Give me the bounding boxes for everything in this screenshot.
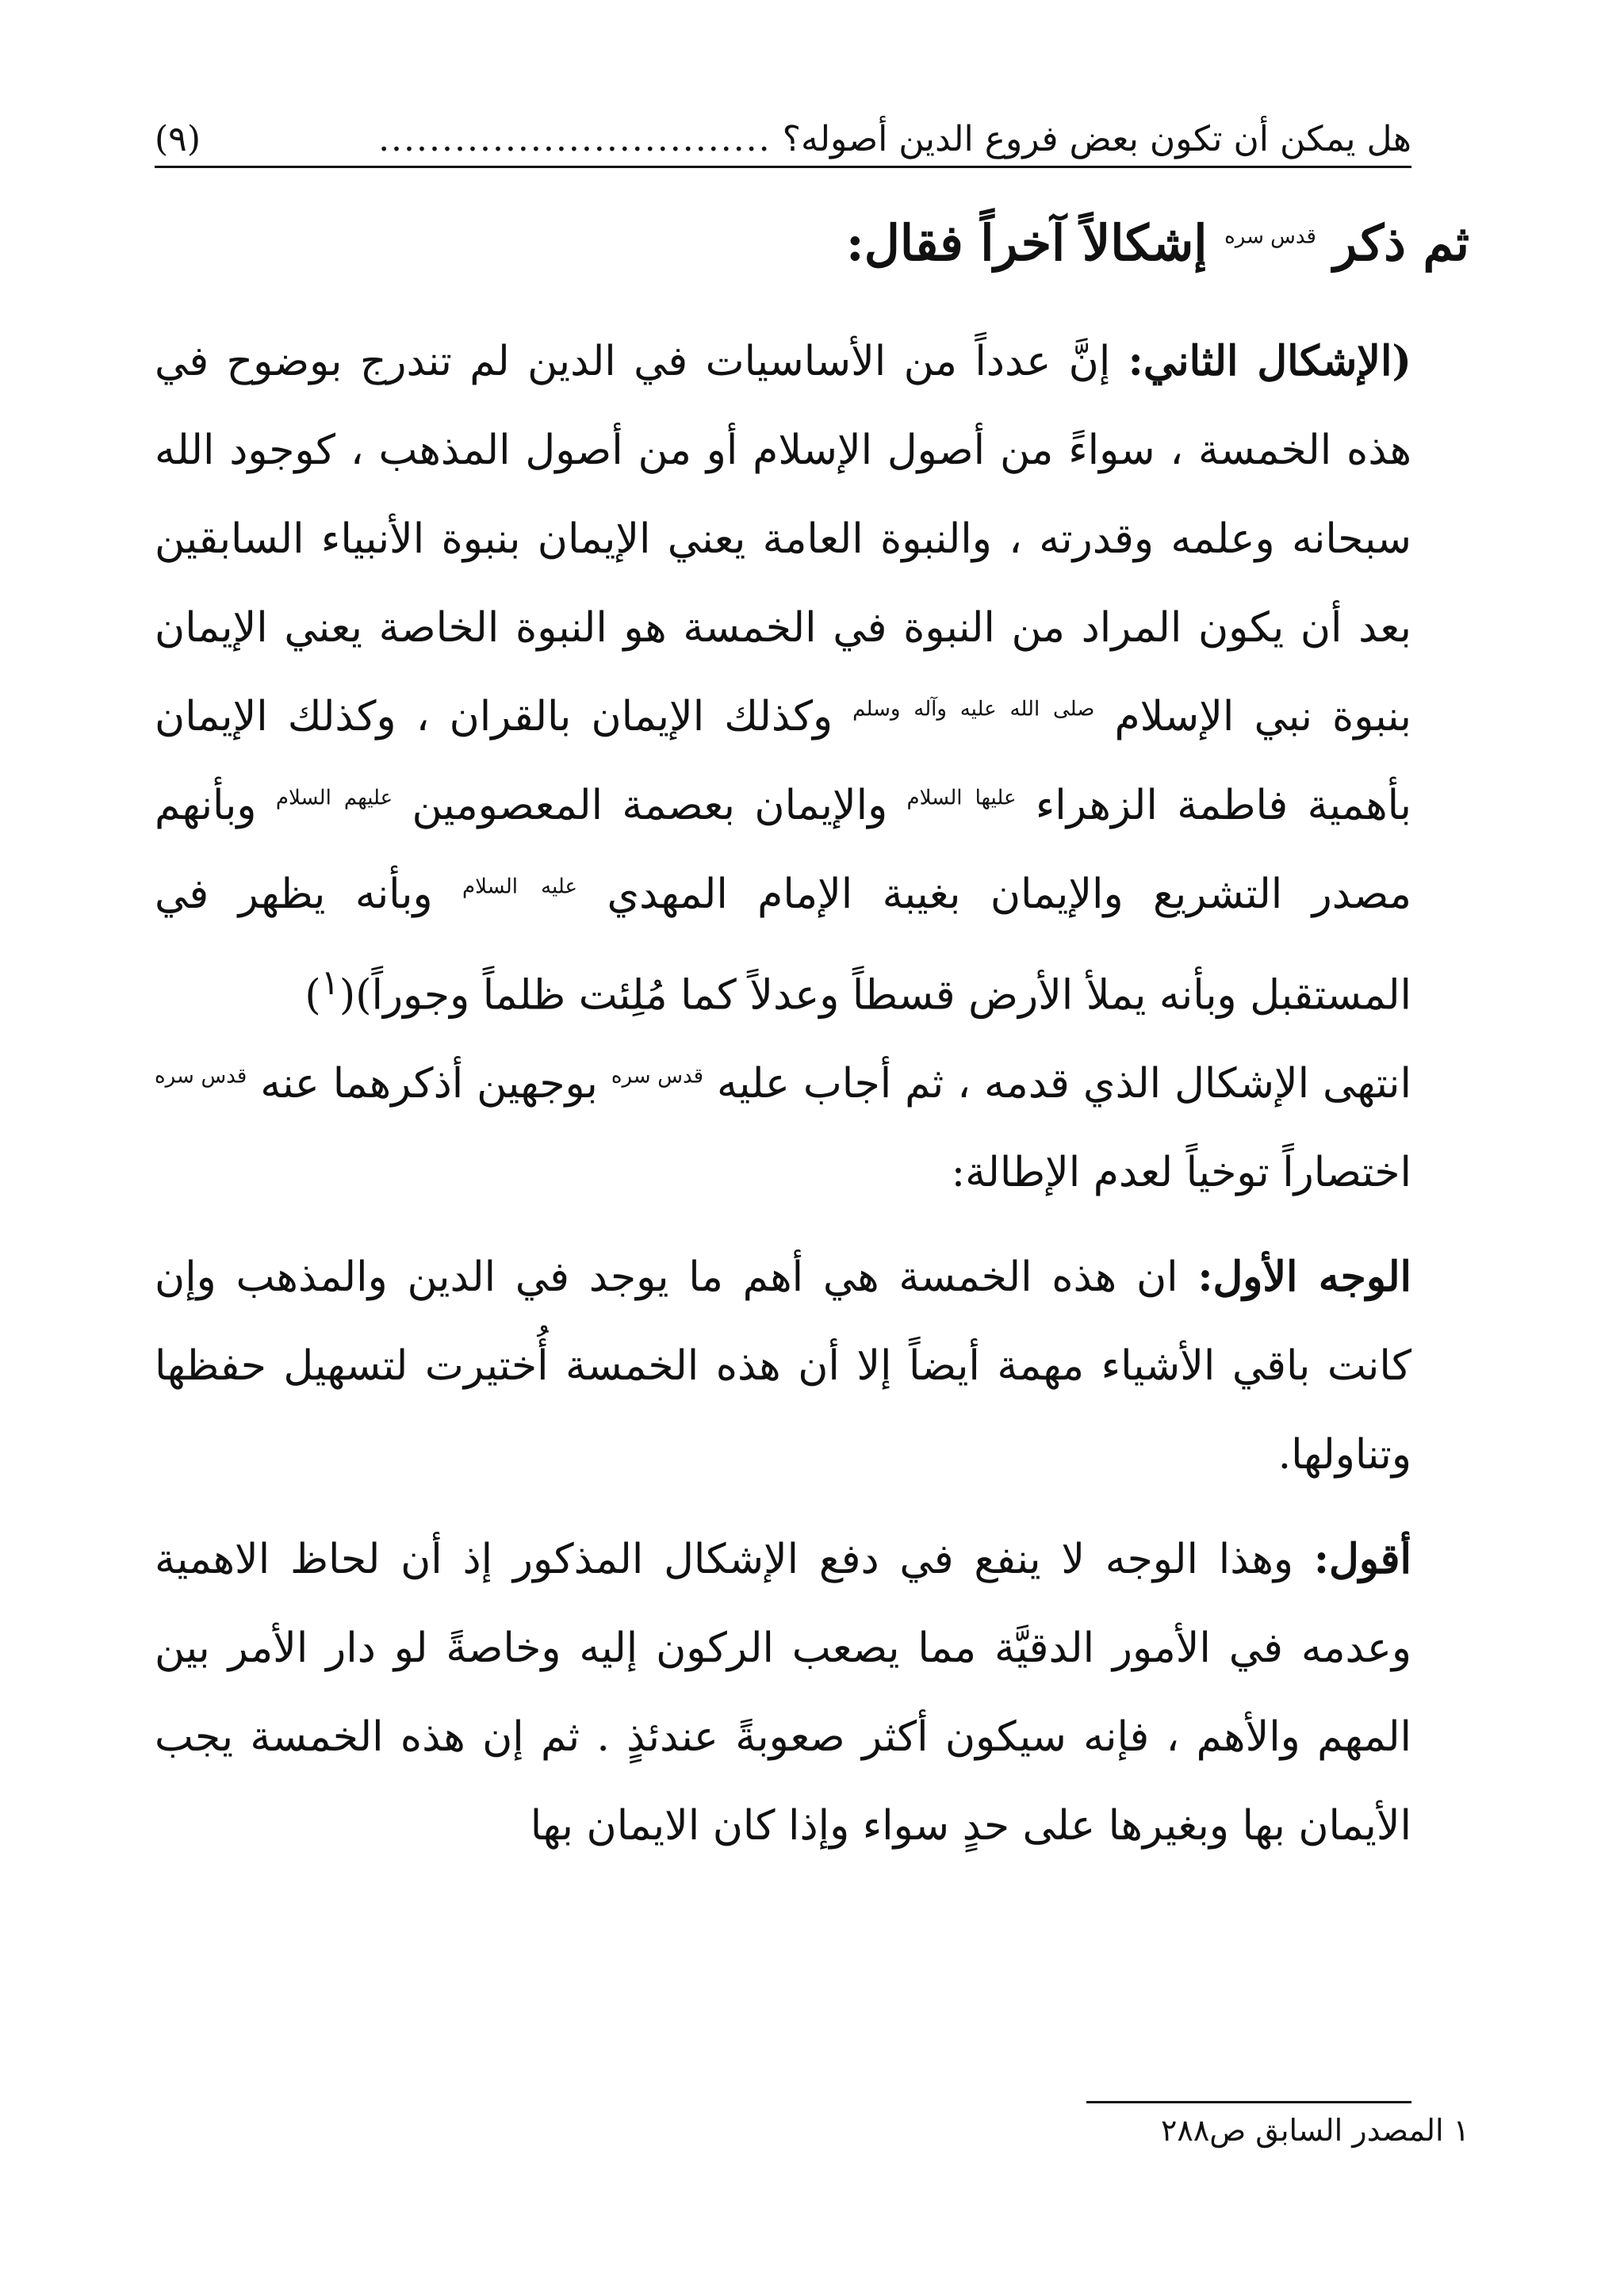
running-header	[155, 111, 1411, 168]
section-heading	[201, 214, 1469, 273]
honorific-mark: عليه السلام	[462, 874, 578, 899]
paragraph-text: إنَّ عدداً من الأساسيات في الدين لم تندرج بوضوح في هذه الخمسة ، سواءً من أصول الإسلام أو من أصول المذهب ، كوجود الله سبحانه وعلمه وقدرته ، والنبوة العامة يعني الإيمان بنبوة الأنبياء السابقين بعد أن يكون المراد من النبوة في الخمسة هو النبوة الخاصة يعني الإيمان بنبوة نبي الإسلام	[155, 338, 1412, 740]
paragraph-text: وبأنهم مصدر التشريع والإيمان بغيبة الإمام المهدي	[155, 782, 1412, 918]
footnote	[1161, 2113, 1469, 2148]
honorific-mark: قدس سره	[1224, 224, 1316, 249]
paragraph-lead: (الإشكال الثاني:	[1128, 337, 1412, 385]
footnote-text: المصدر السابق ص٢٨٨	[1161, 2113, 1444, 2148]
running-header-title-group	[378, 119, 1411, 159]
paragraph-text: بوجهين أذكرهما عنه	[247, 1060, 611, 1108]
paragraph-text: انتهى الإشكال الذي قدمه ، ثم أجاب عليه	[703, 1060, 1411, 1108]
paragraph-lead: أقول:	[1313, 1535, 1411, 1584]
paragraph-text: ان هذه الخمسة هي أهم ما يوجد في الدين والمذهب وإن كانت باقي الأشياء مهمة أيضاً إلا أن هذه الخمسة أُختيرت لتسهيل حفظها وتناولها.	[155, 1253, 1411, 1479]
section-heading-text-end: إشكالاً آخراً فقال:	[845, 214, 1225, 272]
paragraph-text: اختصاراً توخياً لعدم الإطالة:	[951, 1149, 1411, 1197]
paragraph-text: وهذا الوجه لا ينفع في دفع الإشكال المذكور إذ أن لحاظ الاهمية وعدمه في الأمور الدقيَّة مما يصعب الركون إليه وخاصةً لو دار الأمر بين المهم والأهم ، فإنه سيكون أكثر صعوبةً عندئذٍ . ثم إن هذه الخمسة يجب الأيمان بها وبغيرها على حدٍ سواء وإذا كان الايمان بها	[155, 1536, 1412, 1850]
paragraph-lead: الوجه الأول:	[1197, 1253, 1411, 1302]
honorific-mark: قدس سره	[611, 1065, 704, 1089]
paragraph-end-of-objection	[155, 1039, 1411, 1217]
running-header-leader-dots: ...............................	[378, 119, 772, 159]
running-header-title: هل يمكن أن تكون بعض فروع الدين أصوله؟	[782, 119, 1411, 159]
footnote-reference[interactable]: ١	[320, 963, 339, 1003]
paragraph-second-objection	[155, 317, 1411, 1039]
honorific-mark: عليهم السلام	[275, 786, 393, 810]
honorific-mark: صلى الله عليه وآله وسلم	[852, 697, 1095, 721]
honorific-mark: قدس سره	[155, 1065, 247, 1089]
footnote-separator	[1086, 2101, 1411, 2103]
honorific-mark: عليها السلام	[906, 786, 1017, 810]
footnote-number: ١	[1453, 2113, 1469, 2148]
paragraph-text: )	[304, 971, 321, 1020]
page-number: (٩)	[155, 119, 201, 159]
paragraph-author-comment	[155, 1515, 1411, 1870]
section-heading-text-start: ثم ذكر	[1316, 214, 1469, 272]
paragraph-first-response	[155, 1233, 1411, 1499]
paragraph-text: وبأنه يظهر في المستقبل وبأنه يملأ الأرض قسطاً وعدلاً كما مُلِئت ظلماً وجوراً)(	[155, 871, 1411, 1020]
paragraph-text: وكذلك الإيمان بالقران ، وكذلك الإيمان بأهمية فاطمة الزهراء	[155, 693, 1411, 829]
body-text	[155, 317, 1411, 1870]
paragraph-text: والإيمان بعصمة المعصومين	[393, 782, 907, 829]
